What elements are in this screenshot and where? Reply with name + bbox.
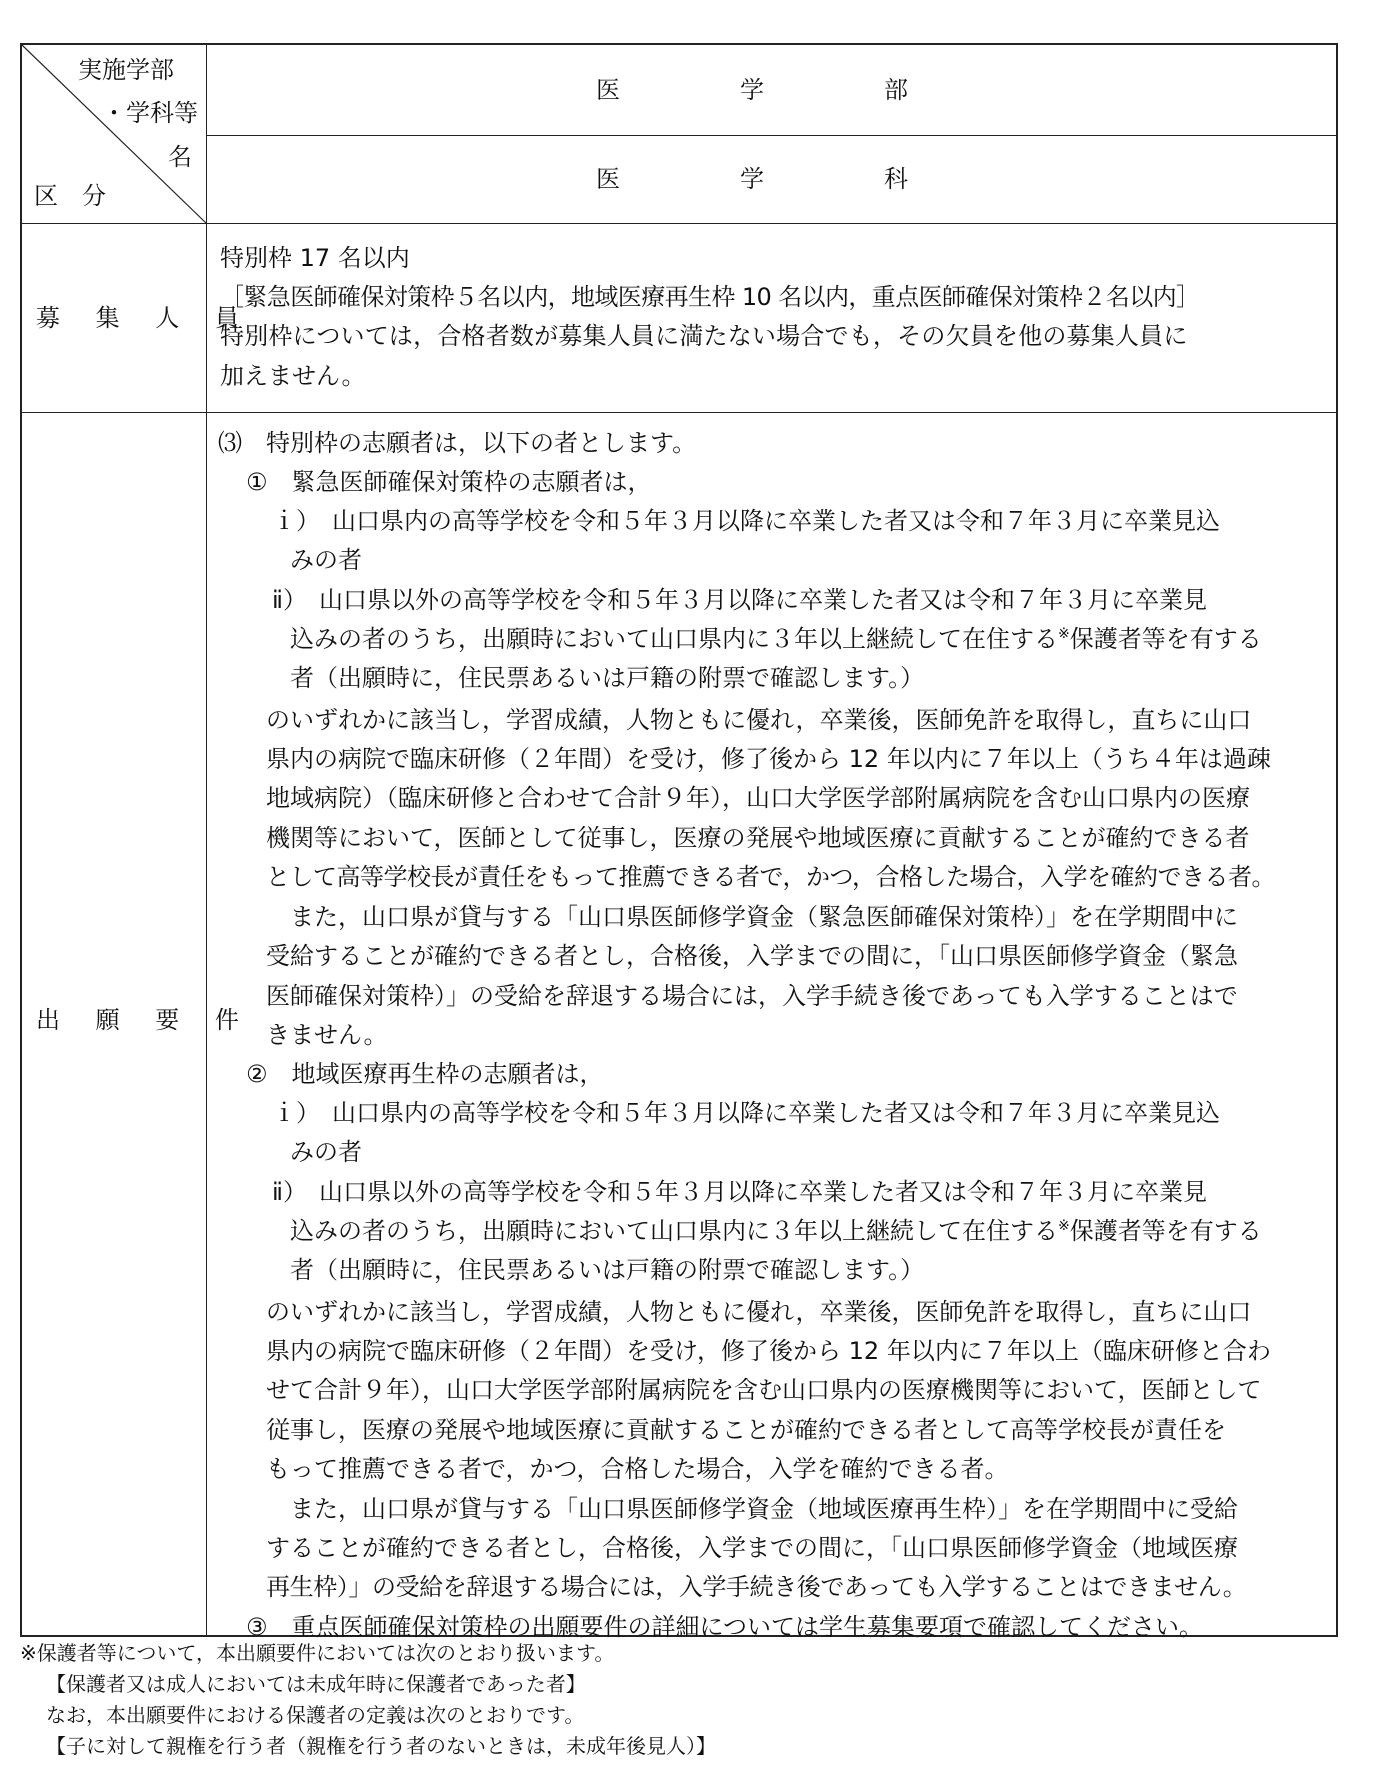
corner-label-name: 名 bbox=[168, 143, 192, 171]
requirement-line: ② 地域医療再生枠の志願者は， bbox=[246, 1060, 604, 1088]
requirement-line: 県内の病院で臨床研修（２年間）を受け，修了後から 12 年以内に７年以上（うち４年は過疎 bbox=[266, 745, 1271, 773]
requirement-line-tail: 保護者等を有する bbox=[1069, 1217, 1262, 1245]
requirements-label: 出 願 要 件 bbox=[36, 1006, 253, 1034]
requirement-line: ｉ） 山口県内の高等学校を令和５年３月以降に卒業した者又は令和７年３月に卒業見込 bbox=[272, 1099, 1220, 1127]
corner-label-department: ・学科等 bbox=[102, 99, 198, 127]
requirement-line: ① 緊急医師確保対策枠の志願者は， bbox=[246, 468, 652, 496]
requirement-line-with-note bbox=[290, 1216, 1262, 1246]
column-divider bbox=[206, 45, 207, 1635]
requirement-line: ⅱ） 山口県以外の高等学校を令和５年３月以降に卒業した者又は令和７年３月に卒業見 bbox=[272, 1178, 1207, 1206]
requirement-line: 者（出願時に，住民票あるいは戸籍の附票で確認します。） bbox=[290, 664, 925, 692]
requirement-line: また，山口県が貸与する「山口県医師修学資金（地域医療再生枠）」を在学期間中に受給 bbox=[266, 1495, 1238, 1523]
requirement-line: のいずれかに該当し，学習成績，人物ともに優れ，卒業後，医師免許を取得し，直ちに山口 bbox=[266, 706, 1252, 734]
department-name: 医 学 科 bbox=[596, 165, 908, 193]
requirement-line: ⅱ） 山口県以外の高等学校を令和５年３月以降に卒業した者又は令和７年３月に卒業見 bbox=[272, 586, 1207, 614]
requirement-line: 込みの者のうち，出願時において山口県内に３年以上継続して在住する bbox=[290, 625, 1058, 653]
requirement-line: ｉ） 山口県内の高等学校を令和５年３月以降に卒業した者又は令和７年３月に卒業見込 bbox=[272, 507, 1220, 535]
requirement-line: 地域病院）（臨床研修と合わせて合計９年），山口大学医学部附属病院を含む山口県内の医療 bbox=[266, 784, 1250, 812]
corner-label-category: 区 分 bbox=[34, 182, 106, 210]
requirement-line: 者（出願時に，住民票あるいは戸籍の附票で確認します。） bbox=[290, 1256, 925, 1284]
footnote-line: なお，本出願要件における保護者の定義は次のとおりです。 bbox=[46, 1703, 585, 1727]
requirement-line: きません。 bbox=[266, 1021, 388, 1049]
requirement-line: 込みの者のうち，出願時において山口県内に３年以上継続して在住する bbox=[290, 1217, 1058, 1245]
requirement-line: 受給することが確約できる者とし，合格後，入学までの間に，「山口県医師修学資金（緊急 bbox=[266, 942, 1238, 970]
recruitment-line: 加えません。 bbox=[220, 362, 366, 390]
requirement-line: せて合計９年），山口大学医学部附属病院を含む山口県内の医療機関等において，医師として bbox=[266, 1376, 1262, 1404]
note-mark: ※ bbox=[1058, 626, 1070, 642]
requirement-line: 医師確保対策枠）」の受給を辞退する場合には，入学手続き後であっても入学することはで bbox=[266, 982, 1238, 1010]
requirement-line: ⑶ 特別枠の志願者は，以下の者とします。 bbox=[218, 429, 697, 457]
requirement-line: みの者 bbox=[290, 546, 362, 574]
row-divider bbox=[206, 135, 1336, 136]
requirement-line: 県内の病院で臨床研修（２年間）を受け，修了後から 12 年以内に７年以上（臨床研修と合わ bbox=[266, 1337, 1271, 1365]
requirement-line: 再生枠）」の受給を辞退する場合には，入学手続き後であっても入学することはできません。 bbox=[266, 1573, 1247, 1601]
footnote-line: 【保護者又は成人においては未成年時に保護者であった者】 bbox=[46, 1672, 586, 1696]
requirement-line: もって推薦できる者で，かつ，合格した場合，入学を確約できる者。 bbox=[266, 1455, 1009, 1483]
footnote-line: 【子に対して親権を行う者（親権を行う者のないときは，未成年後見人）】 bbox=[46, 1734, 716, 1758]
corner-label-faculty: 実施学部 bbox=[78, 56, 174, 84]
requirement-line: することが確約できる者とし，合格後，入学までの間に，「山口県医師修学資金（地域医療 bbox=[266, 1534, 1238, 1562]
requirement-line-tail: 保護者等を有する bbox=[1069, 625, 1262, 653]
recruitment-line: 特別枠 17 名以内 bbox=[220, 244, 410, 272]
footnote-line: ※保護者等について，本出願要件においては次のとおり扱います。 bbox=[20, 1641, 615, 1665]
requirement-line-with-note bbox=[290, 624, 1262, 654]
recruitment-line: 特別枠については，合格者数が募集人員に満たない場合でも，その欠員を他の募集人員に bbox=[220, 322, 1188, 350]
faculty-name: 医 学 部 bbox=[596, 76, 908, 104]
requirement-line: 機関等において，医師として従事し，医療の発展や地域医療に貢献することが確約できる者 bbox=[266, 824, 1250, 852]
requirement-line: また，山口県が貸与する「山口県医師修学資金（緊急医師確保対策枠）」を在学期間中に bbox=[266, 903, 1238, 931]
row-divider bbox=[22, 412, 1336, 413]
requirement-line: みの者 bbox=[290, 1138, 362, 1166]
requirement-line: のいずれかに該当し，学習成績，人物ともに優れ，卒業後，医師免許を取得し，直ちに山口 bbox=[266, 1298, 1252, 1326]
requirement-line: ③ 重点医師確保対策枠の出願要件の詳細については学生募集要項で確認してください。 bbox=[246, 1613, 1204, 1641]
requirement-line: 従事し，医療の発展や地域医療に貢献することが確約できる者として高等学校長が責任を bbox=[266, 1416, 1226, 1444]
requirement-line: として高等学校長が責任をもって推薦できる者で，かつ，合格した場合，入学を確約できる者。 bbox=[266, 863, 1276, 891]
recruitment-line: ［緊急医師確保対策枠５名以内，地域医療再生枠 10 名以内，重点医師確保対策枠２名以内］ bbox=[220, 283, 1200, 311]
row-divider bbox=[22, 223, 1336, 224]
admission-table bbox=[20, 43, 1338, 1641]
note-mark: ※ bbox=[1058, 1218, 1070, 1234]
recruitment-label: 募 集 人 員 bbox=[36, 304, 253, 332]
